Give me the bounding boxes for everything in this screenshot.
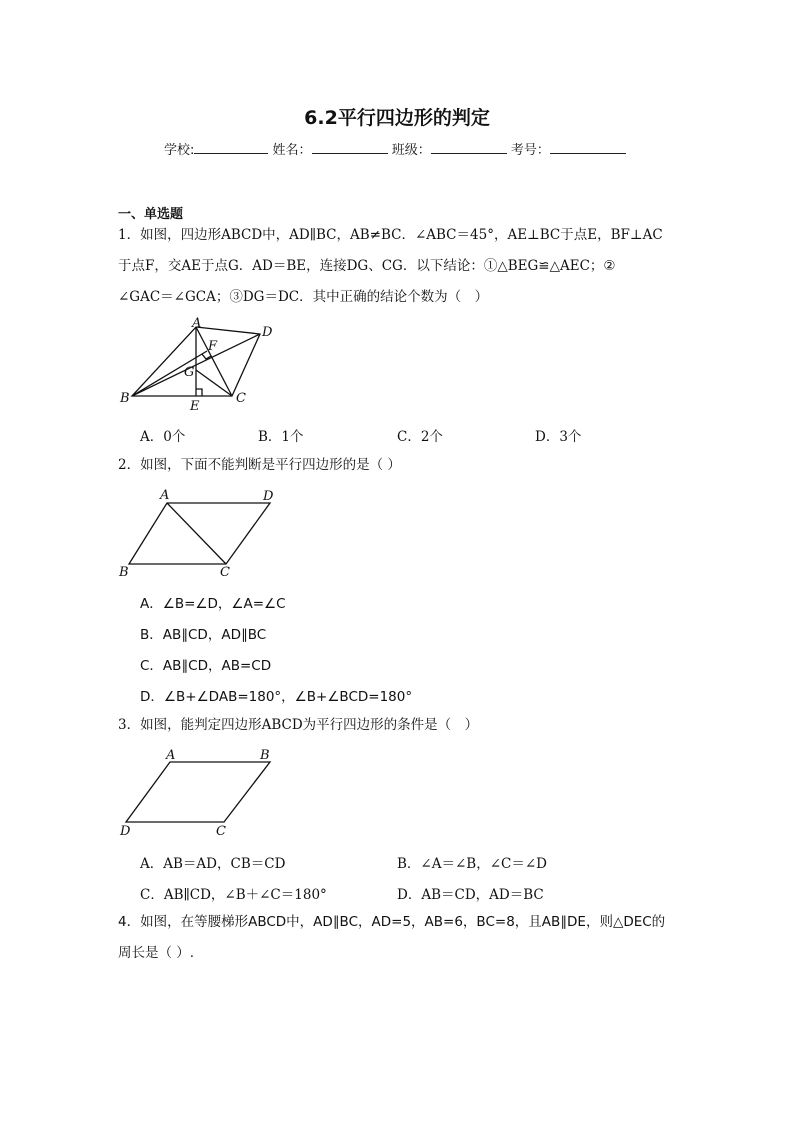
q3-parallelogram — [126, 762, 270, 822]
q3-figure — [112, 744, 287, 840]
q3-option-a[interactable]: A．AB＝AD，CB＝CD — [140, 856, 286, 872]
q2-parallelogram — [129, 503, 270, 564]
q2-option-c[interactable]: C．AB∥CD，AB=CD — [140, 658, 272, 674]
q2-option-b[interactable]: B．AB∥CD，AD∥BC — [140, 627, 267, 643]
class-label: 班级： — [391, 143, 431, 158]
student-info-line — [164, 139, 626, 158]
q2-stem: 2．如图，下面不能判断是平行四边形的是（ ） — [118, 457, 401, 473]
q3-label-a: A — [166, 748, 176, 763]
number-label: 考号： — [510, 143, 550, 158]
q1-option-b[interactable]: B．1个 — [258, 429, 304, 445]
q3-label-c: C — [216, 824, 226, 839]
q1-label-f: F — [208, 339, 218, 354]
q3-option-b[interactable]: B．∠A＝∠B，∠C＝∠D — [397, 856, 547, 872]
class-blank[interactable] — [431, 141, 507, 154]
q3-label-d: D — [120, 824, 131, 839]
q1-option-c[interactable]: C．2个 — [397, 429, 443, 445]
school-label: 学校: — [164, 143, 195, 158]
q1-label-b: B — [120, 391, 130, 406]
section-heading: 一、单选题 — [118, 207, 184, 222]
q3-option-c[interactable]: C．AB∥CD，∠B＋∠C＝180° — [140, 887, 327, 903]
q1-figure — [112, 314, 282, 414]
q1-option-a[interactable]: A．0个 — [140, 429, 186, 445]
q1-label-d: D — [262, 325, 273, 340]
q2-option-a[interactable]: A．∠B=∠D，∠A=∠C — [140, 596, 286, 612]
q2-figure — [112, 484, 287, 579]
q3-option-d[interactable]: D．AB＝CD，AD＝BC — [397, 887, 544, 903]
number-blank[interactable] — [550, 141, 626, 154]
q2-option-d[interactable]: D．∠B+∠DAB=180°，∠B+∠BCD=180° — [140, 689, 413, 705]
q3-label-b: B — [260, 748, 270, 763]
q2-label-a: A — [160, 488, 170, 503]
q4-stem-line2: 周长是（ ）. — [118, 945, 195, 961]
q2-label-b: B — [119, 565, 129, 579]
q1-stem-line1: 1．如图，四边形ABCD中，AD∥BC，AB≠BC．∠ABC＝45°，AE⊥BC于点E，BF⊥AC — [118, 227, 663, 243]
q1-right-angle-e — [196, 389, 202, 396]
q1-stem-line3: ∠GAC＝∠GCA；③DG＝DC．其中正确的结论个数为（ ） — [118, 289, 489, 305]
q1-diagonal-ac — [196, 327, 232, 396]
q2-diagonal-ac — [167, 503, 226, 564]
q1-stem-line2: 于点F，交AE于点G．AD＝BE，连接DG、CG．以下结论：①△BEG≌△AEC；② — [118, 258, 616, 274]
q2-label-d: D — [263, 489, 274, 504]
q1-label-g: G — [184, 365, 195, 380]
q1-label-a: A — [192, 316, 202, 331]
name-label: 姓名： — [272, 143, 312, 158]
q1-option-d[interactable]: D．3个 — [535, 429, 582, 445]
page-title: 6.2平行四边形的判定 — [304, 107, 490, 129]
q2-label-c: C — [220, 565, 230, 579]
name-blank[interactable] — [312, 141, 388, 154]
q4-stem-line1: 4．如图，在等腰梯形ABCD中，AD∥BC，AD=5，AB=6，BC=8，且AB∥DE，则△DEC的 — [118, 914, 666, 930]
q1-label-e: E — [190, 399, 200, 414]
school-blank[interactable] — [194, 141, 268, 154]
q1-label-c: C — [236, 391, 246, 406]
q3-stem: 3．如图，能判定四边形ABCD为平行四边形的条件是（ ） — [118, 717, 479, 733]
